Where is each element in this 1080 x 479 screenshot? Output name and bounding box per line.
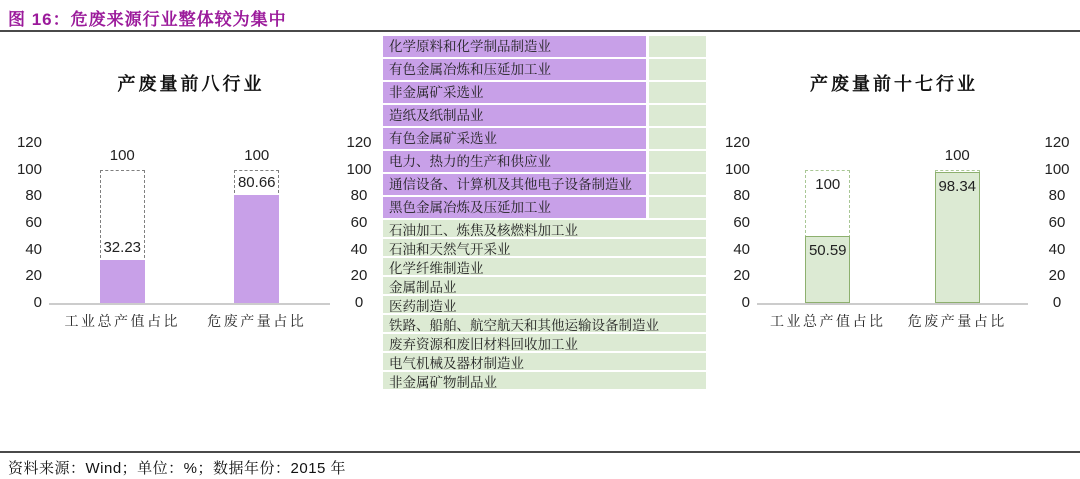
y-axis-tick-left: 40 — [25, 240, 42, 258]
empty-side-cell — [649, 59, 706, 80]
bar — [100, 260, 145, 303]
figure-title — [8, 5, 287, 30]
empty-side-cell — [649, 151, 706, 172]
table-row-green: 铁路、船舶、航空航天和其他运输设备制造业 — [383, 315, 706, 332]
bar-chart-top17-industries — [708, 60, 1080, 350]
table-row-purple — [383, 128, 706, 149]
industry-name-cell: 有色金属矿采选业 — [383, 128, 646, 149]
reference-value-label: 100 — [815, 175, 841, 193]
y-axis-tick-right: 20 — [350, 267, 368, 285]
y-axis-tick-left: 20 — [25, 267, 42, 285]
y-axis-tick-left: 20 — [733, 267, 750, 285]
top-divider — [0, 30, 1080, 32]
empty-side-cell — [649, 128, 706, 149]
y-axis-tick-left: 80 — [733, 187, 750, 205]
table-row-green: 石油加工、炼焦及核燃料加工业 — [383, 220, 706, 237]
y-axis-tick-right: 0 — [354, 294, 364, 311]
industry-name-cell: 有色金属冶炼和压延加工业 — [383, 59, 646, 80]
table-row-purple — [383, 82, 706, 103]
y-axis-tick-right: 40 — [1048, 240, 1066, 258]
empty-side-cell — [649, 36, 706, 57]
industry-name-cell: 化学原料和化学制品制造业 — [383, 36, 646, 57]
industry-name-cell: 造纸及纸制品业 — [383, 105, 646, 126]
y-axis-tick-left: 100 — [724, 160, 750, 178]
table-row-green: 石油和天然气开采业 — [383, 239, 706, 256]
reference-value-label: 100 — [244, 146, 270, 164]
bar-value-label: 80.66 — [237, 174, 276, 192]
table-row-green: 电气机械及器材制造业 — [383, 353, 706, 370]
table-row-purple — [383, 197, 706, 218]
table-row-purple — [383, 36, 706, 57]
figure-title-text: 危废来源行业整体较为集中 — [70, 10, 287, 29]
bar-value-label: 32.23 — [103, 239, 142, 257]
industry-name-cell: 电力、热力的生产和供应业 — [383, 151, 646, 172]
table-row-green: 废弃资源和废旧材料回收加工业 — [383, 334, 706, 351]
y-axis-tick-right: 120 — [1044, 134, 1070, 151]
y-axis-tick-left: 60 — [733, 214, 750, 231]
reference-value-label: 100 — [944, 146, 970, 164]
bar — [234, 195, 279, 303]
y-axis-tick-right: 60 — [350, 214, 368, 231]
empty-side-cell — [649, 174, 706, 195]
x-axis-category-label: 工业总产值占比 — [770, 313, 886, 329]
y-axis-tick-right: 120 — [346, 134, 372, 151]
table-row-green: 化学纤维制造业 — [383, 258, 706, 275]
bar-chart-top8-industries — [0, 60, 382, 350]
x-axis-line — [757, 303, 1028, 305]
y-axis-tick-right: 0 — [1052, 294, 1062, 311]
empty-side-cell — [649, 105, 706, 126]
x-axis-line — [49, 303, 330, 305]
y-axis-tick-left: 0 — [33, 294, 42, 311]
industry-name-cell: 非金属矿采选业 — [383, 82, 646, 103]
y-axis-tick-left: 60 — [25, 214, 42, 231]
y-axis-tick-right: 100 — [1044, 160, 1070, 178]
empty-side-cell — [649, 82, 706, 103]
source-note: 资料来源：Wind；单位：%；数据年份：2015 年 — [8, 460, 347, 477]
y-axis-tick-right: 60 — [1048, 214, 1066, 231]
figure-title-prefix: 图 16： — [8, 10, 71, 29]
y-axis-tick-right: 80 — [350, 187, 368, 205]
table-row-green: 金属制品业 — [383, 277, 706, 294]
chart-title: 产废量前八行业 — [117, 74, 265, 94]
y-axis-tick-right: 100 — [346, 160, 372, 178]
y-axis-tick-left: 40 — [733, 240, 750, 258]
y-axis-tick-left: 120 — [16, 134, 42, 151]
y-axis-tick-left: 120 — [724, 134, 750, 151]
bottom-divider — [0, 451, 1080, 453]
empty-side-cell — [649, 197, 706, 218]
y-axis-tick-right: 40 — [350, 240, 368, 258]
y-axis-tick-left: 0 — [741, 294, 750, 311]
x-axis-category-label: 工业总产值占比 — [64, 313, 180, 329]
industry-name-cell: 黑色金属冶炼及压延加工业 — [383, 197, 646, 218]
industry-list-table — [383, 36, 706, 391]
table-row-purple — [383, 151, 706, 172]
table-row-green: 非金属矿物制品业 — [383, 372, 706, 389]
y-axis-tick-right: 20 — [1048, 267, 1066, 285]
y-axis-tick-left: 100 — [16, 160, 42, 178]
bar-value-label: 50.59 — [808, 241, 847, 259]
y-axis-tick-right: 80 — [1048, 187, 1066, 205]
reference-value-label: 100 — [109, 146, 135, 164]
table-row-purple — [383, 105, 706, 126]
bar-value-label: 98.34 — [938, 177, 977, 195]
table-row-purple — [383, 59, 706, 80]
x-axis-category-label: 危废产量占比 — [207, 313, 307, 329]
chart-title: 产废量前十七行业 — [810, 74, 978, 94]
table-row-green: 医药制造业 — [383, 296, 706, 313]
x-axis-category-label: 危废产量占比 — [907, 313, 1007, 329]
industry-name-cell: 通信设备、计算机及其他电子设备制造业 — [383, 174, 646, 195]
table-row-purple — [383, 174, 706, 195]
y-axis-tick-left: 80 — [25, 187, 42, 205]
